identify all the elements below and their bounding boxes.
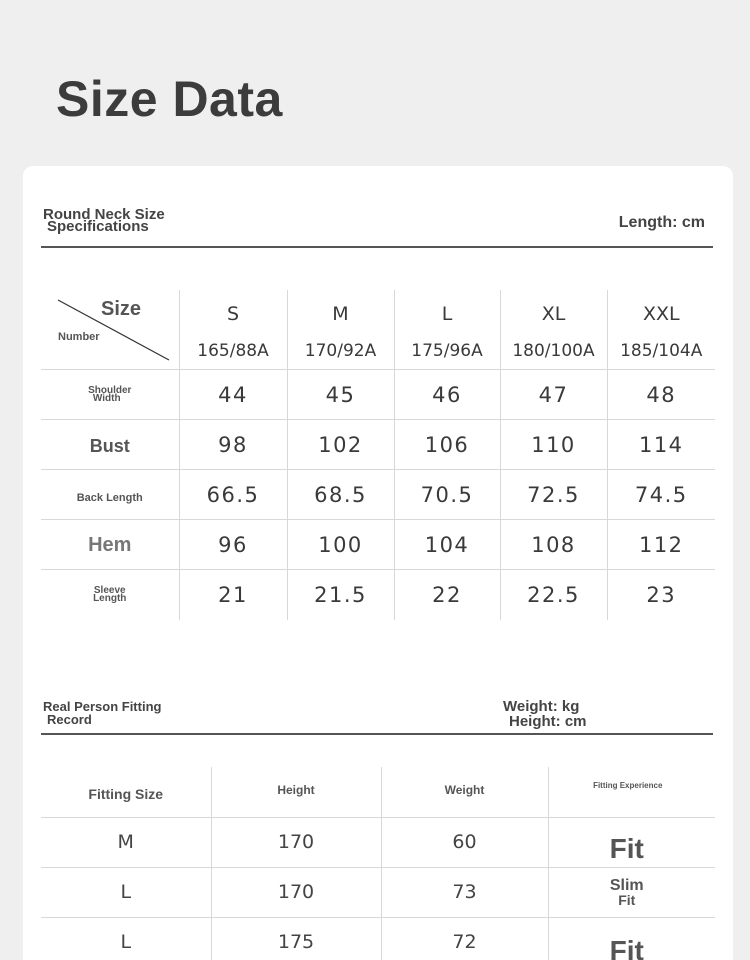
fitting-section-title — [43, 700, 161, 726]
size-corner-cell — [41, 290, 179, 370]
table-cell: 46 — [394, 370, 500, 420]
row-label-line: Length — [93, 592, 127, 604]
table-cell: 100 — [287, 520, 394, 570]
fit-experience-cell — [548, 817, 715, 867]
size-code: XXL — [642, 302, 680, 325]
fitting-title-line1: Real Person Fitting — [43, 699, 162, 714]
table-row — [41, 520, 715, 570]
fit-experience-line: Slim — [609, 876, 644, 894]
table-cell: 22.5 — [500, 570, 607, 620]
size-section-header — [41, 206, 713, 248]
size-ref: 180/100A — [512, 340, 595, 361]
row-label-text: Hem — [88, 534, 132, 556]
size-ref: 165/88A — [197, 340, 269, 361]
table-cell: 21 — [179, 570, 287, 620]
table-cell: 104 — [394, 520, 500, 570]
table-cell: 48 — [607, 370, 715, 420]
row-label — [41, 370, 179, 420]
fitting-title-line2: Record — [47, 712, 92, 727]
fit-size-cell: M — [41, 817, 211, 867]
fitting-header-row — [41, 767, 715, 817]
fit-experience-line: Fit — [618, 891, 636, 908]
size-header-row — [41, 290, 715, 370]
table-cell: 108 — [500, 520, 607, 570]
table-cell: 44 — [179, 370, 287, 420]
size-ref: 185/104A — [620, 340, 703, 361]
table-cell: 112 — [607, 520, 715, 570]
row-label — [41, 420, 179, 470]
weight-unit: Weight: kg — [503, 698, 580, 715]
table-cell: 74.5 — [607, 470, 715, 520]
row-label — [41, 520, 179, 570]
row-label — [41, 570, 179, 620]
table-cell: 106 — [394, 420, 500, 470]
table-cell: 98 — [179, 420, 287, 470]
row-label-line: Shoulder — [88, 384, 132, 396]
size-code: M — [332, 302, 349, 325]
size-col-header — [179, 290, 287, 370]
size-col-header — [607, 290, 715, 370]
table-cell: 102 — [287, 420, 394, 470]
table-cell: 72.5 — [500, 470, 607, 520]
table-cell: 47 — [500, 370, 607, 420]
table-row — [41, 867, 715, 917]
weight-height-units — [503, 699, 587, 729]
table-cell: 22 — [394, 570, 500, 620]
fit-experience-text: Fit — [609, 935, 644, 960]
size-section-title — [43, 206, 165, 235]
header-height: Height — [211, 767, 381, 817]
table-cell: 68.5 — [287, 470, 394, 520]
corner-size-label: Size — [101, 298, 142, 320]
table-row — [41, 817, 715, 867]
fitting-section-header — [41, 698, 713, 735]
table-cell: 114 — [607, 420, 715, 470]
row-label-line: Width — [92, 392, 121, 404]
table-row — [41, 470, 715, 520]
fit-experience-text: Fit — [609, 832, 644, 864]
fit-weight-cell: 72 — [381, 917, 548, 960]
size-code: L — [441, 302, 453, 325]
size-col-header — [287, 290, 394, 370]
length-unit: Length: cm — [618, 214, 705, 231]
size-code: XL — [541, 302, 566, 325]
fitting-table — [41, 767, 715, 960]
table-cell: 21.5 — [287, 570, 394, 620]
fit-weight-cell: 73 — [381, 867, 548, 917]
header-fitting-experience: Fitting Experience — [548, 767, 715, 817]
table-cell: 45 — [287, 370, 394, 420]
table-cell: 96 — [179, 520, 287, 570]
header-weight: Weight — [381, 767, 548, 817]
height-unit: Height: cm — [509, 713, 587, 730]
fit-height-cell: 170 — [211, 817, 381, 867]
table-cell: 66.5 — [179, 470, 287, 520]
table-cell: 23 — [607, 570, 715, 620]
size-card — [23, 166, 733, 960]
fit-height-cell: 175 — [211, 917, 381, 960]
table-cell: 110 — [500, 420, 607, 470]
size-col-header — [394, 290, 500, 370]
table-row — [41, 570, 715, 620]
size-ref: 170/92A — [304, 340, 377, 361]
size-code: S — [226, 302, 240, 325]
table-row — [41, 917, 715, 960]
fit-size-cell: L — [41, 867, 211, 917]
fit-experience-cell — [548, 867, 715, 917]
table-row — [41, 420, 715, 470]
row-label-text: Back Length — [76, 492, 143, 504]
fit-size-cell: L — [41, 917, 211, 960]
header-fitting-size: Fitting Size — [88, 785, 164, 802]
fit-experience-cell — [548, 917, 715, 960]
fit-weight-cell: 60 — [381, 817, 548, 867]
table-cell: 70.5 — [394, 470, 500, 520]
row-label-line: Sleeve — [93, 584, 126, 596]
size-ref: 175/96A — [411, 340, 483, 361]
size-col-header — [500, 290, 607, 370]
corner-number-label: Number — [58, 331, 100, 343]
page-title: Size Data — [56, 71, 283, 127]
row-label — [41, 470, 179, 520]
size-title-line1: Round Neck Size — [43, 206, 165, 223]
table-row — [41, 370, 715, 420]
fit-height-cell: 170 — [211, 867, 381, 917]
row-label-text: Bust — [89, 435, 130, 456]
size-table — [41, 290, 715, 620]
size-title-line2: Specifications — [47, 218, 149, 235]
